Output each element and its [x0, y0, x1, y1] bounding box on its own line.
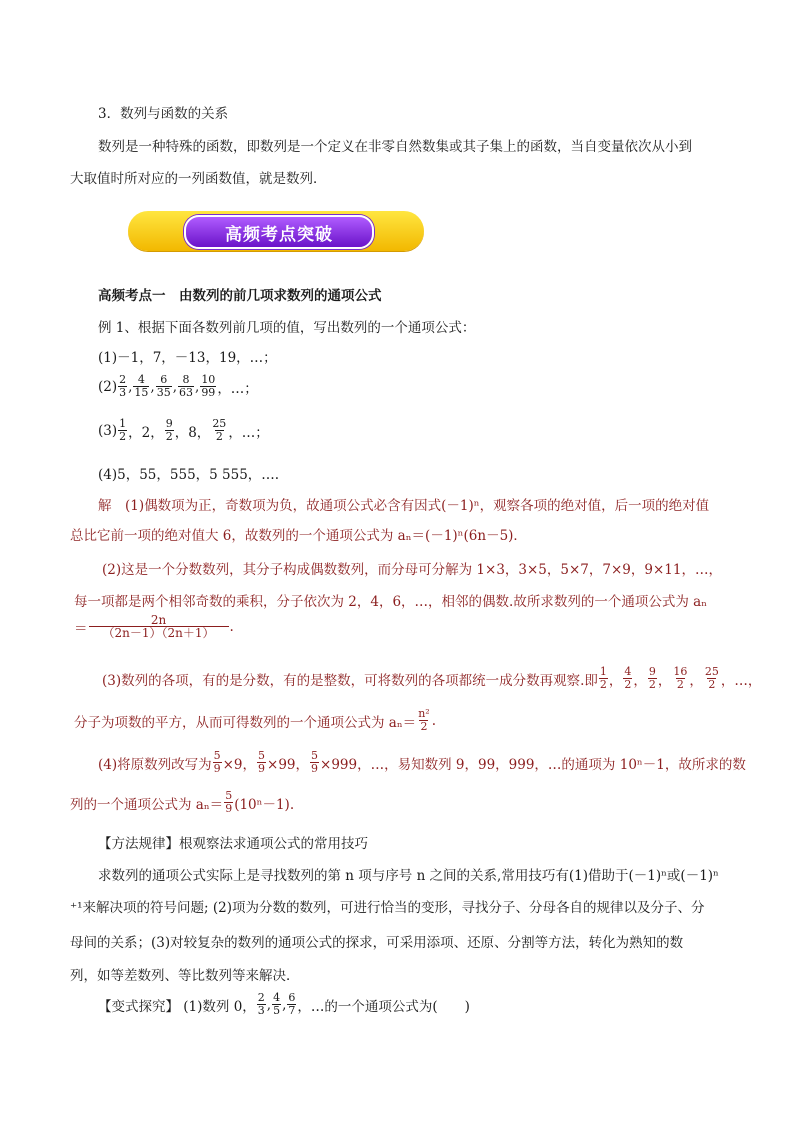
solution-4-text: ×99，: [267, 756, 310, 773]
banner-label: 高频考点突破: [184, 215, 374, 249]
topic-title: 高频考点一 由数列的前几项求数列的通项公式: [98, 288, 382, 304]
item3-suffix: ，…；: [228, 424, 269, 441]
method-line3: 母间的关系；(3)对较复杂的数列的通项公式的探求，可采用添项、还原、分割等方法，转化为熟知的数: [70, 935, 684, 951]
fraction: $\frac{10}{99}$: [201, 373, 216, 399]
period: .: [229, 618, 234, 635]
formula-fraction: $\frac{2n}{(2n-1)(2n+1)}$: [89, 614, 229, 639]
section-text-line2: 大取值时所对应的一列函数值，就是数列．: [70, 171, 327, 187]
solution-3-line2: [74, 708, 436, 733]
item2-suffix: ，…；: [217, 380, 258, 397]
fraction: $\frac{5}{9}$: [258, 749, 266, 775]
fraction: $\frac{\text{n²}}{2}$: [418, 707, 430, 733]
solution-4-text: (10ⁿ－1).: [234, 796, 295, 813]
fraction: $\frac{2}{3}$: [257, 991, 265, 1017]
example-intro: 例 1、根据下面各数列前几项的值，写出数列的一个通项公式：: [98, 320, 476, 336]
solution-4-text: (4)将原数列改写为: [98, 756, 212, 773]
method-line4: 列，如等差数列、等比数列等来解决．: [70, 968, 300, 984]
solution-4-text: ×9，: [222, 756, 257, 773]
item2-prefix: (2): [98, 378, 118, 395]
example-item-4: (4)5，55，555，5 555，….: [98, 467, 280, 483]
variant-prefix: 【变式探究】 (1)数列 0，: [98, 998, 256, 1015]
section-heading: 3．数列与函数的关系: [98, 106, 229, 122]
fraction: $\frac{4}{15}$: [134, 373, 149, 399]
fraction: $\frac{5}{9}$: [311, 749, 319, 775]
fraction: $\frac{5}{9}$: [213, 749, 221, 775]
fraction: $\frac{2}{3}$: [119, 373, 127, 399]
example-item-1: (1)－1，7，－13，19，…；: [98, 350, 277, 366]
fraction: $\frac{6}{7}$: [288, 991, 296, 1017]
banner: [128, 211, 424, 251]
equals-sign: ＝: [74, 620, 88, 637]
fraction: $\frac{9}{2}$: [165, 417, 173, 443]
fraction: $\frac{6}{35}$: [156, 373, 171, 399]
solution-3-end: ，…，: [720, 672, 762, 689]
fraction: $\frac{5}{9}$: [225, 789, 233, 815]
method-title: 【方法规律】根观察法求通项公式的常用技巧: [98, 836, 368, 852]
solution-4-text: ×999，…，易知数列 9，99，999，…的通项为 10ⁿ－1，故所求的数: [320, 756, 746, 773]
solution-4-text: 列的一个通项公式为 aₙ＝: [70, 796, 224, 813]
section-text-line1: 数列是一种特殊的函数，即数列是一个定义在非零自然数集或其子集上的函数，当自变量依次从小到: [98, 139, 692, 155]
fraction: $\frac{16}{2}$: [673, 665, 688, 691]
period: .: [431, 712, 436, 729]
example-item-2: (2) $\frac{2}{3}$ , $\frac{4}{15}$ , $\frac{6}{35}$ , $\frac{8}{63}$ , $\frac{10}{99}$ ，…；: [98, 373, 258, 399]
fraction: $\frac{4}{5}$: [273, 991, 281, 1017]
item3-prefix: (3): [98, 422, 118, 439]
solution-4-line2: [70, 790, 294, 815]
example-item-3: [98, 418, 269, 443]
fraction: $\frac{9}{2}$: [648, 665, 656, 691]
solution-3-text: (3)数列的各项，有的是分数，有的是整数，可将数列的各项都统一成分数再观察.即: [102, 672, 598, 689]
fraction: $\frac{25}{2}$: [212, 417, 227, 443]
variant-suffix: ，…的一个通项公式为( ): [297, 998, 470, 1015]
solution-4-line1: [98, 750, 746, 775]
solution-1-line1: 解 (1)偶数项为正，奇数项为负，故通项公式必含有因式(－1)ⁿ，观察各项的绝对值，后一项的绝对值: [98, 498, 710, 514]
solution-2-line1: (2)这是一个分数数列，其分子构成偶数数列，而分母可分解为 1×3，3×5，5×7，7×9，9×11，…，: [102, 562, 722, 578]
item3-text: ，2，: [128, 424, 164, 441]
method-line1: 求数列的通项公式实际上是寻找数列的第 n 项与序号 n 之间的关系,常用技巧有(1)借助于(－1)ⁿ或(－1)ⁿ: [98, 868, 719, 884]
fraction: $\frac{1}{2}$: [599, 665, 607, 691]
method-line2: ⁺¹来解决项的符号问题; (2)项为分数的数列，可进行恰当的变形，寻找分子、分母各自的规律以及分子、分: [70, 900, 705, 916]
fraction: $\frac{25}{2}$: [704, 665, 719, 691]
item3-text: ，8，: [174, 424, 211, 441]
fraction: $\frac{4}{2}$: [624, 665, 632, 691]
variant-question: 【变式探究】 (1)数列 0， $\frac{2}{3}$ , $\frac{4}{5}$ , $\frac{6}{7}$ ，…的一个通项公式为( ): [98, 991, 470, 1017]
solution-3-line1: (3)数列的各项，有的是分数，有的是整数，可将数列的各项都统一成分数再观察.即 $\frac{1}{2}$ ， $\frac{4}{2}$ ， $\frac{9}{2}$ ， $\frac{16}{2}$ ， $\frac{25}{2}$ ，…，: [102, 665, 762, 691]
fraction: $\frac{8}{63}$: [179, 373, 194, 399]
solution-1-line2: 总比它前一项的绝对值大 6，故数列的一个通项公式为 aₙ＝(－1)ⁿ(6n－5)．: [70, 528, 527, 544]
solution-3-text: 分子为项数的平方，从而可得数列的一个通项公式为 aₙ＝: [74, 714, 417, 731]
solution-2-line2: 每一项都是两个相邻奇数的乘积，分子依次为 2，4，6，…，相邻的偶数.故所求数列的一个通项公式为 aₙ: [74, 594, 708, 610]
fraction: $\frac{1}{2}$: [119, 417, 127, 443]
solution-2-formula: [74, 614, 234, 639]
